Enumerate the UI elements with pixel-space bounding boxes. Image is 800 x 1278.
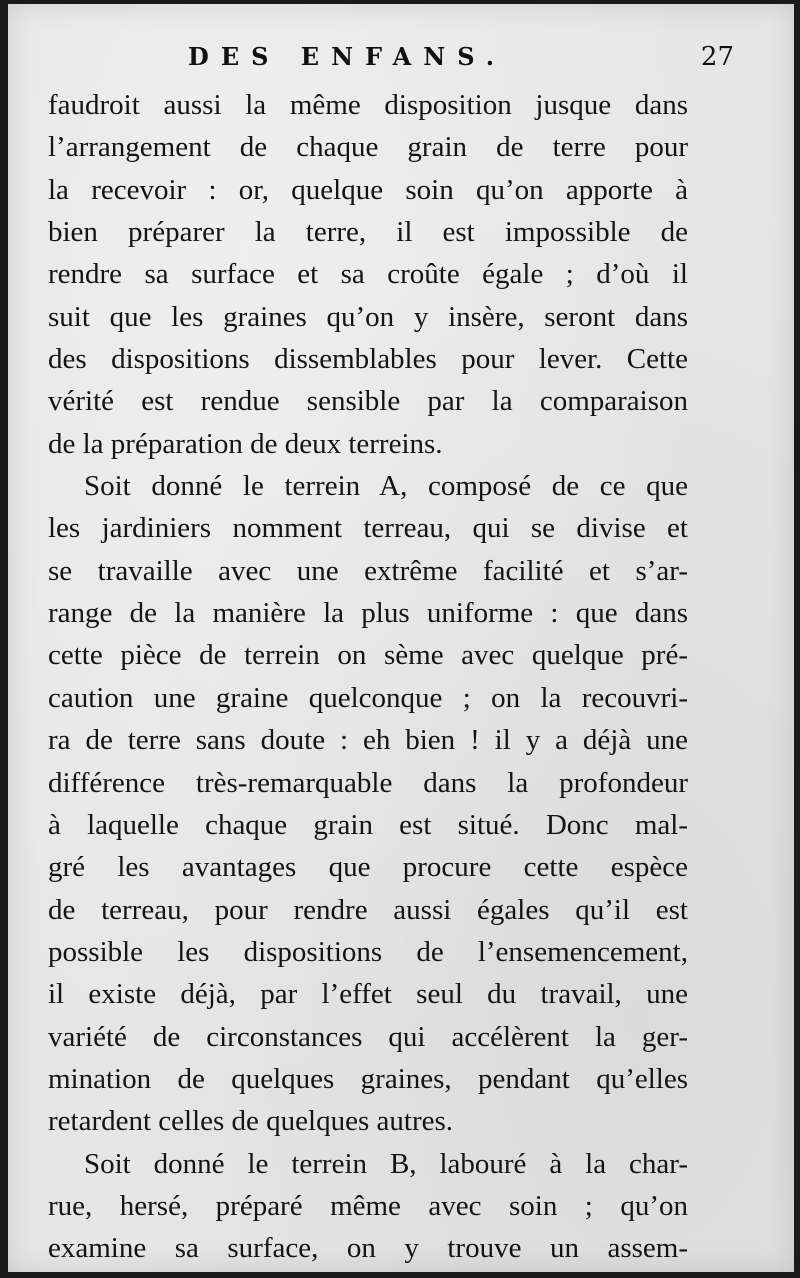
text-line: la recevoir : or, quelque soin qu’on apporte à xyxy=(48,173,688,206)
text-line: suit que les graines qu’on y insère, seront dans xyxy=(48,300,688,333)
text-line: cette pièce de terrein on sème avec quelque pré- xyxy=(48,639,688,672)
text-line: bien préparer la terre, il est impossible de xyxy=(48,216,688,249)
paragraph-start-line: Soit donné le terrein B, labouré à la char- xyxy=(84,1147,688,1180)
text-line: l’arrangement de chaque grain de terre pour xyxy=(48,131,688,164)
running-head xyxy=(48,42,754,76)
text-line: de terreau, pour rendre aussi égales qu’il est xyxy=(48,893,688,926)
text-line: rendre sa surface et sa croûte égale ; d’où il xyxy=(48,258,688,291)
text-line: range de la manière la plus uniforme : que dans xyxy=(48,597,688,630)
page-number: 27 xyxy=(700,42,734,72)
text-line: différence très-remarquable dans la profondeur xyxy=(48,766,688,799)
text-line: des dispositions dissemblables pour lever. Cette xyxy=(48,343,688,376)
text-line: gré les avantages que procure cette espèce xyxy=(48,851,688,884)
text-line: se travaille avec une extrême facilité et s’ar- xyxy=(48,554,688,587)
text-line: caution une graine quelconque ; on la recouvri- xyxy=(48,681,688,714)
text-line: il existe déjà, par l’effet seul du travail, une xyxy=(48,978,688,1011)
text-line: ra de terre sans doute : eh bien ! il y a déjà une xyxy=(48,724,688,757)
paragraph-end-line: de la préparation de deux terreins. xyxy=(48,427,443,460)
text-line: examine sa surface, on y trouve un assem- xyxy=(48,1232,688,1265)
body-text xyxy=(48,84,688,1270)
text-line: mination de quelques graines, pendant qu’elles xyxy=(48,1062,688,1095)
text-line: possible les dispositions de l’ensemencement, xyxy=(48,935,688,968)
text-line: vérité est rendue sensible par la comparaison xyxy=(48,385,688,418)
paragraph-end-line: retardent celles de quelques autres. xyxy=(48,1105,454,1138)
book-page xyxy=(8,4,794,1272)
text-line: à laquelle chaque grain est situé. Donc mal- xyxy=(48,808,688,841)
text-line: faudroit aussi la même disposition jusque dans xyxy=(48,89,688,121)
text-line: les jardiniers nomment terreau, qui se divise et xyxy=(48,512,688,545)
paragraph-start-line: Soit donné le terrein A, composé de ce que xyxy=(84,470,688,503)
running-title: DES ENFANS. xyxy=(188,42,507,71)
text-line: rue, hersé, préparé même avec soin ; qu’on xyxy=(48,1189,688,1222)
text-line: variété de circonstances qui accélèrent la ger- xyxy=(48,1020,688,1053)
